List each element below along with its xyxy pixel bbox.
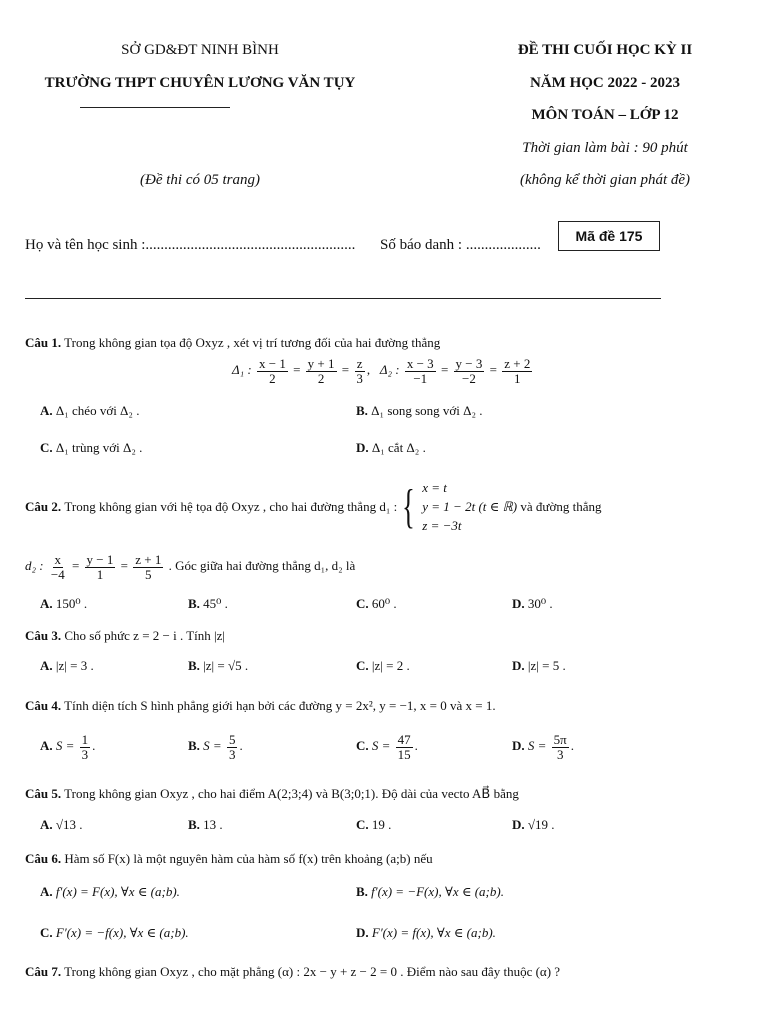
line-delta1: Δ₁ :: [232, 362, 252, 378]
subject: MÔN TOÁN – LỚP 12: [531, 107, 679, 123]
fraction: $\frac{x - 3}{-1}$: [406, 356, 434, 386]
question-text: Hàm số F(x) là một nguyên hàm của hàm số f(x) trên khoảng (a;b) nếu: [64, 851, 433, 866]
question-6: [25, 851, 433, 867]
question-label: Câu 5.: [25, 786, 62, 801]
fraction: $\frac{x}{-4}$: [50, 552, 65, 582]
header-underline: [80, 107, 230, 108]
option-d[interactable]: D. F′(x) = f(x), ∀x ∈ (a;b).: [356, 925, 496, 940]
option-d[interactable]: D. √19 .: [512, 817, 555, 832]
department-name: SỞ GD&ĐT NINH BÌNH: [121, 42, 279, 58]
option-c[interactable]: C. 60⁰ .: [356, 596, 397, 611]
fraction: $\frac{z + 1}{5}$: [135, 552, 162, 582]
separator-line: [25, 298, 661, 299]
question-label: Câu 6.: [25, 851, 62, 866]
fraction: $\frac{z}{3}$: [356, 356, 363, 386]
exam-title: ĐỀ THI CUỐI HỌC KỲ II: [517, 42, 693, 58]
school-name: TRƯỜNG THPT CHUYÊN LƯƠNG VĂN TỤY: [44, 75, 356, 91]
option-b[interactable]: B. |z| = √5 .: [188, 658, 249, 673]
option-d[interactable]: D. |z| = 5 .: [512, 658, 566, 673]
q2-line-d2: d₂ : $\frac{x}{-4}$ = $\frac{y - 1}{1}$ = $\frac{z + 1}{5}$ . Góc giữa hai đường thẳng d₁, d₂ là: [25, 552, 356, 582]
option-c[interactable]: C. Δ₁ trùng với Δ₂ .: [40, 440, 143, 455]
question-5: [25, 786, 519, 802]
question-label: Câu 1.: [25, 335, 62, 350]
option-c[interactable]: C. S = $\frac{47}{15}$ .: [356, 732, 418, 762]
fraction: $\frac{1}{3}$: [81, 732, 89, 762]
fraction: $\frac{y + 1}{2}$: [307, 356, 335, 386]
option-b[interactable]: B. Δ₁ song song với Δ₂ .: [356, 403, 483, 418]
option-a[interactable]: A. 150⁰ .: [40, 596, 88, 611]
option-d[interactable]: D. 30⁰ .: [512, 596, 553, 611]
line-delta2: Δ₂ :: [379, 362, 400, 378]
question-label: Câu 3.: [25, 628, 62, 643]
option-c[interactable]: C. F′(x) = −f(x), ∀x ∈ (a;b).: [40, 925, 189, 940]
exam-code: Mã đề 175: [575, 228, 643, 244]
option-c[interactable]: C. 19 .: [356, 817, 392, 832]
exam-time-note: (không kể thời gian phát đề): [519, 172, 691, 188]
school-year: NĂM HỌC 2022 - 2023: [530, 75, 680, 91]
question-text: Trong không gian tọa độ Oxyz , xét vị trí tương đối của hai đường thẳng: [64, 335, 441, 350]
question-text: Trong không gian với hệ tọa độ Oxyz , cho hai đường thẳng d₁ :: [64, 498, 398, 514]
question-7: [25, 964, 560, 980]
fraction: $\frac{y - 1}{1}$: [86, 552, 114, 582]
option-a[interactable]: A. √13 .: [40, 817, 83, 832]
option-a[interactable]: A. S = $\frac{1}{3}$ .: [40, 732, 96, 762]
question-text: Tính diện tích S hình phẳng giới hạn bởi các đường y = 2x², y = −1, x = 0 và x = 1.: [64, 698, 496, 713]
fraction: $\frac{z + 2}{1}$: [504, 356, 531, 386]
question-2: [25, 478, 601, 535]
question-text: Trong không gian Oxyz , cho hai điểm A(2;3;4) và B(3;0;1). Độ dài của vecto AB⃗ bằng: [64, 786, 519, 801]
option-a[interactable]: A. f′(x) = F(x), ∀x ∈ (a;b).: [40, 884, 180, 899]
student-name-label: Họ và tên học sinh :........................................................: [25, 237, 356, 253]
brace-symbol: {: [402, 479, 416, 533]
question-text-after: và đường thẳng: [520, 498, 602, 514]
fraction: $\frac{y - 3}{-2}$: [455, 356, 483, 386]
pages-note: (Đề thi có 05 trang): [140, 172, 260, 188]
parametric-system: { x = t y = 1 − 2t (t ∈ ℝ) z = −3t: [402, 479, 518, 533]
question-label: Câu 7.: [25, 964, 62, 979]
question-3: [25, 628, 225, 644]
option-a[interactable]: A. |z| = 3 .: [40, 658, 94, 673]
option-d[interactable]: D. S = $\frac{5\pi}{3}$ .: [512, 732, 574, 762]
option-b[interactable]: B. f′(x) = −F(x), ∀x ∈ (a;b).: [356, 884, 504, 899]
fraction: $\frac{47}{15}$: [397, 732, 411, 762]
q1-equations: Δ₁ : $\frac{x - 1}{2}$ = $\frac{y + 1}{2}$ = $\frac{z}{3}$ , Δ₂ : $\frac{x - 3}{-1}$ = $\frac{y - 3}{-2}$ = $\frac{z + 2}{1}$: [232, 356, 531, 386]
option-d[interactable]: D. Δ₁ cắt Δ₂ .: [356, 440, 426, 455]
option-a[interactable]: A. Δ₁ chéo với Δ₂ .: [40, 403, 140, 418]
student-id-label: Số báo danh : ....................: [380, 237, 541, 253]
option-b[interactable]: B. 13 .: [188, 817, 223, 832]
fraction: $\frac{x - 1}{2}$: [258, 356, 286, 386]
exam-code-box: [558, 221, 660, 251]
question-1: [25, 335, 440, 351]
option-b[interactable]: B. S = $\frac{5}{3}$ .: [188, 732, 243, 762]
option-c[interactable]: C. |z| = 2 .: [356, 658, 410, 673]
exam-time: Thời gian làm bài : 90 phút: [522, 140, 688, 156]
option-b[interactable]: B. 45⁰ .: [188, 596, 228, 611]
fraction: $\frac{5}{3}$: [228, 732, 236, 762]
question-text: Cho số phức z = 2 − i . Tính |z|: [64, 628, 226, 643]
question-text: Trong không gian Oxyz , cho mặt phẳng (α) : 2x − y + z − 2 = 0 . Điểm nào sau đây thuộc (α) ?: [64, 964, 561, 979]
question-label: Câu 4.: [25, 698, 62, 713]
question-label: Câu 2.: [25, 498, 62, 514]
question-4: [25, 698, 496, 714]
fraction: $\frac{5\pi}{3}$: [553, 732, 567, 762]
